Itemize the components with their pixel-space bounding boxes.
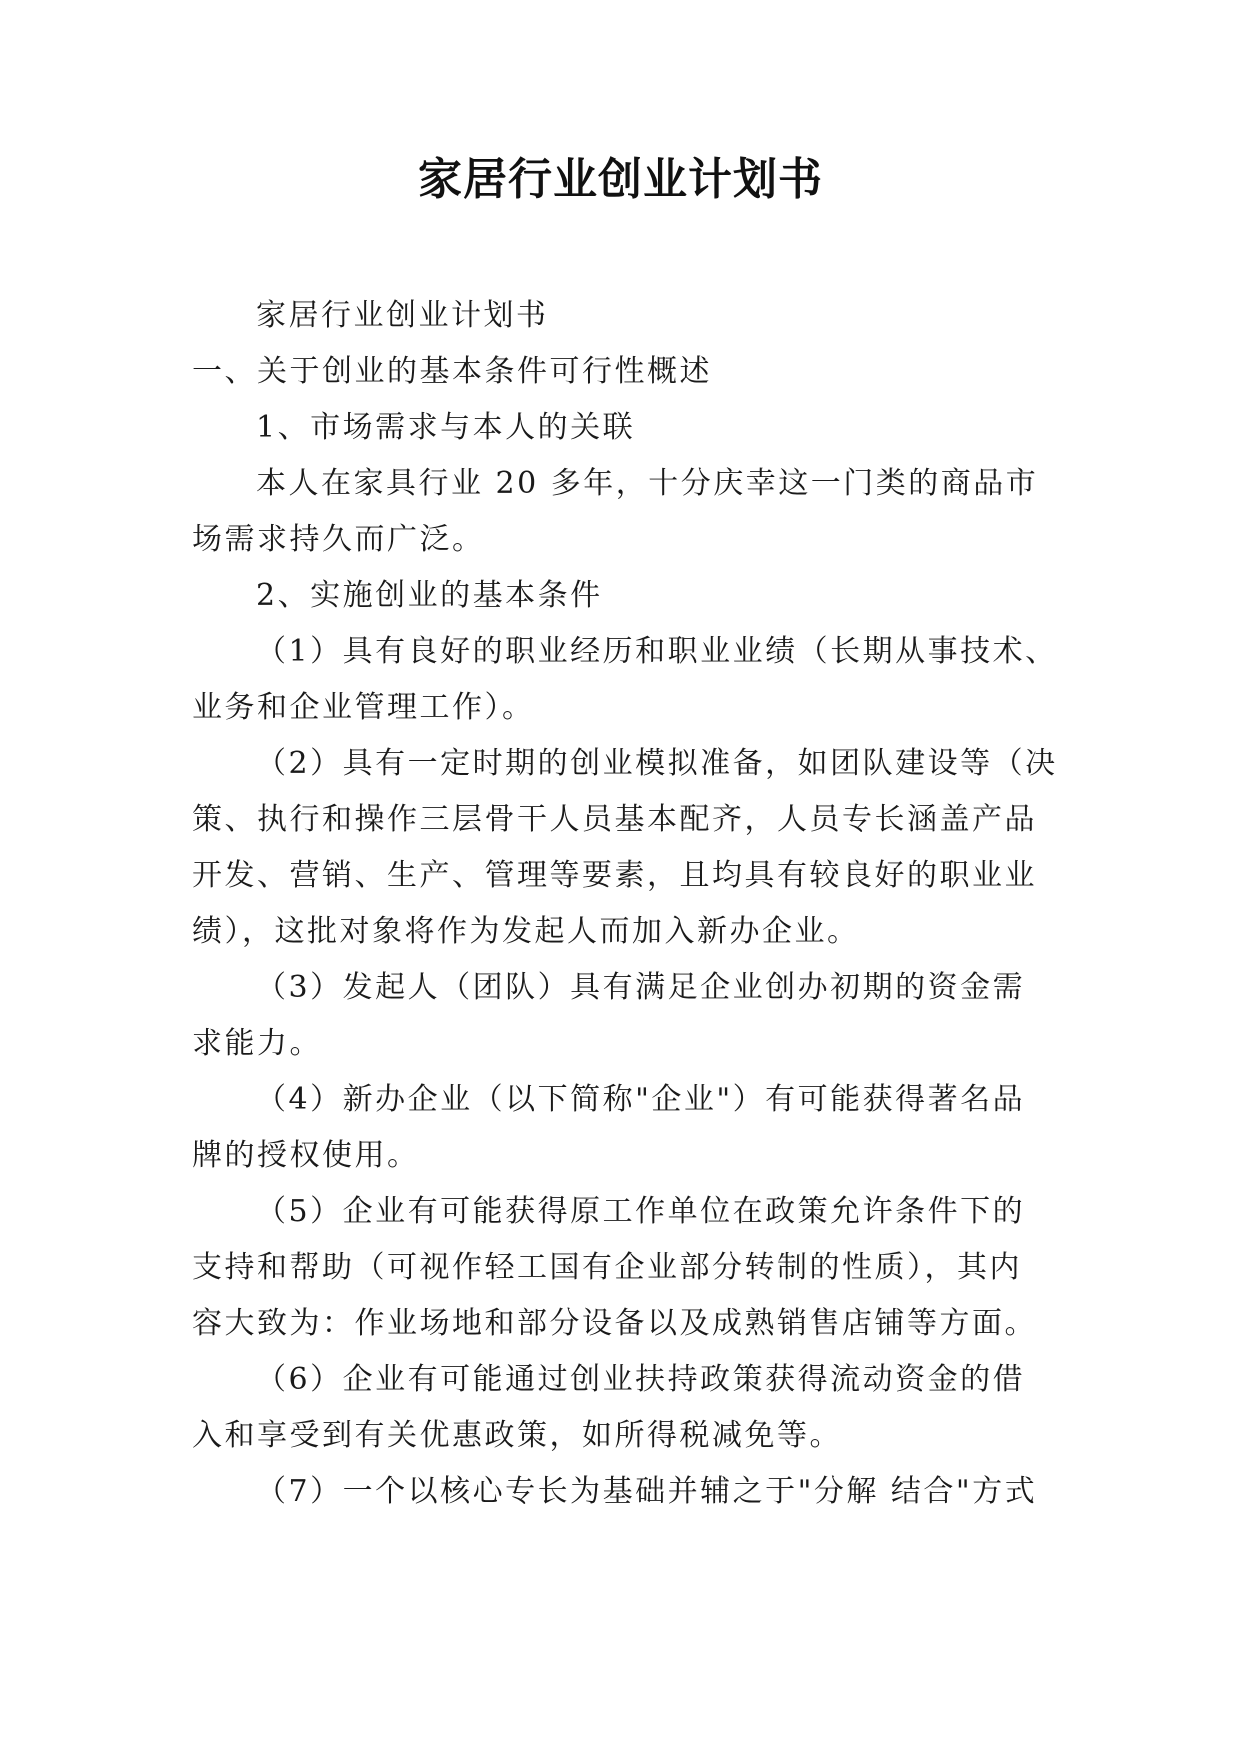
document-title: 家居行业创业计划书 [418, 154, 823, 205]
body-line: （3）发起人（团队）具有满足企业创办初期的资金需 [256, 970, 1026, 1005]
body-line: 支持和帮助（可视作轻工国有企业部分转制的性质），其内 [192, 1250, 1022, 1285]
body-line: 本人在家具行业 20 多年，十分庆幸这一门类的商品市 [256, 466, 1039, 501]
body-line: 业务和企业管理工作）。 [192, 690, 535, 725]
body-line: （5）企业有可能获得原工作单位在政策允许条件下的 [256, 1194, 1026, 1229]
body-line: 1、市场需求与本人的关联 [256, 410, 636, 445]
body-line: （1）具有良好的职业经历和职业业绩（长期从事技术、 [256, 634, 1058, 669]
body-line: 开发、营销、生产、管理等要素，且均具有较良好的职业业 [192, 858, 1037, 893]
body-line: 2、实施创业的基本条件 [256, 578, 603, 613]
body-line: 绩），这批对象将作为发起人而加入新办企业。 [192, 914, 860, 949]
body-line: （7）一个以核心专长为基础并辅之于"分解 结合"方式 [256, 1474, 1038, 1509]
body-line: 入和享受到有关优惠政策，如所得税减免等。 [192, 1418, 842, 1453]
body-line: 一、关于创业的基本条件可行性概述 [192, 354, 712, 389]
body-line: 场需求持久而广泛。 [192, 522, 485, 557]
body-line: 策、执行和操作三层骨干人员基本配齐，人员专长涵盖产品 [192, 802, 1037, 837]
body-line: （4）新办企业（以下简称"企业"）有可能获得著名品 [256, 1082, 1026, 1117]
body-line: 牌的授权使用。 [192, 1138, 420, 1173]
body-line: 容大致为：作业场地和部分设备以及成熟销售店铺等方面。 [192, 1306, 1037, 1341]
body-line: （6）企业有可能通过创业扶持政策获得流动资金的借 [256, 1362, 1026, 1397]
document-body [192, 288, 1072, 1520]
body-line: （2）具有一定时期的创业模拟准备，如团队建设等（决 [256, 746, 1058, 781]
body-line: 家居行业创业计划书 [256, 298, 549, 333]
body-line: 求能力。 [192, 1026, 322, 1061]
